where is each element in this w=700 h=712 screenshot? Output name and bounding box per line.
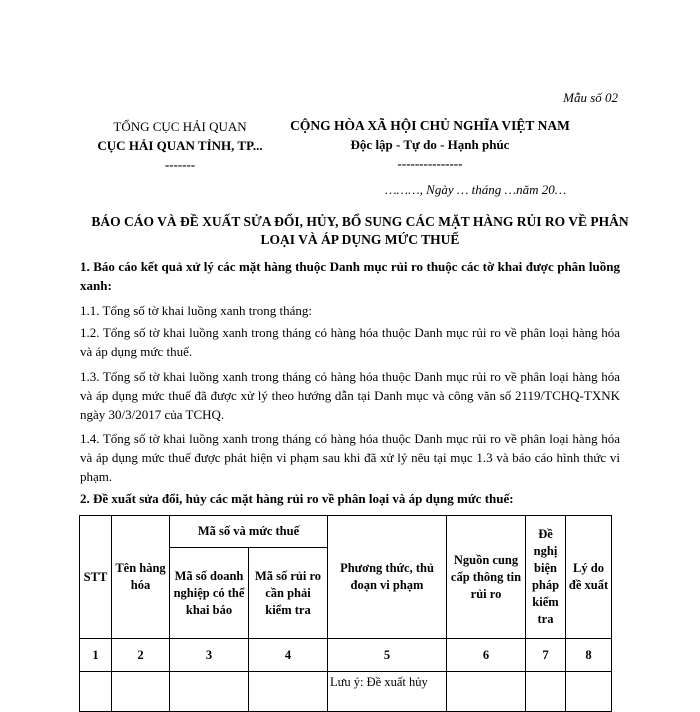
item-1-4: 1.4. Tổng số tờ khai luồng xanh trong tháng có hàng hóa thuộc Danh mục rủi ro về phân loại hàng hóa và áp dụng mức thuế được phát hiện vi phạm sau khi đã xử lý nêu tại mục 1.3 và báo cáo hình thức vi phạm.	[80, 431, 620, 484]
header-code-tax-group: Mã số và mức thuế	[170, 516, 328, 548]
agency-name: CỤC HẢI QUAN TỈNH, TP...	[97, 138, 263, 153]
data-cell	[170, 672, 249, 712]
national-name: CỘNG HÒA XÃ HỘI CHỦ NGHĨA VIỆT NAM	[290, 118, 570, 133]
column-number: 6	[447, 639, 526, 672]
section1-heading: 1. Báo cáo kết quả xử lý các mặt hàng thuộc Danh mục rủi ro thuộc các tờ khai được phân luồng xanh:	[80, 259, 620, 293]
column-number: 8	[566, 639, 612, 672]
national-motto: Độc lập - Tự do - Hạnh phúc	[350, 137, 510, 152]
document-title: BÁO CÁO VÀ ĐỀ XUẤT SỬA ĐỔI, HỦY, BỔ SUNG CÁC MẶT HÀNG RỦI RO VỀ PHÂN LOẠI VÀ ÁP DỤNG MỨC THUẾ	[91, 214, 629, 247]
data-cell	[80, 672, 112, 712]
data-cell	[249, 672, 328, 712]
header-product-name: Tên hàng hóa	[112, 516, 170, 639]
agency-separator: -------	[164, 157, 196, 172]
column-number: 4	[249, 639, 328, 672]
data-cell	[526, 672, 566, 712]
column-number: 2	[112, 639, 170, 672]
date-line: ………, Ngày … tháng …năm 20…	[385, 182, 567, 197]
header-enterprise-code: Mã số doanh nghiệp có thể khai báo	[170, 548, 249, 639]
note-cell: Lưu ý: Đề xuất hủy	[328, 672, 447, 712]
column-number: 7	[526, 639, 566, 672]
column-number: 3	[170, 639, 249, 672]
header-risk-code: Mã số rủi ro cần phải kiểm tra	[249, 548, 328, 639]
header-info-source: Nguồn cung cấp thông tin rủi ro	[447, 516, 526, 639]
header-reason: Lý do đề xuất	[566, 516, 612, 639]
item-1-3: 1.3. Tổng số tờ khai luồng xanh trong tháng có hàng hóa thuộc Danh mục rủi ro về phân loại hàng hóa và áp dụng mức thuế đã được xử lý theo hướng dẫn tại Danh mục và công văn số 2119/TCHQ-TXNK ngày 30/3/2017 của TCHQ.	[80, 369, 620, 422]
header-stt: STT	[80, 516, 112, 639]
agency-parent: TỔNG CỤC HẢI QUAN	[113, 119, 247, 134]
header-violation-method: Phương thức, thủ đoạn vi phạm	[328, 516, 447, 639]
form-number: Mẫu số 02	[563, 90, 618, 105]
national-header	[265, 116, 595, 173]
data-cell	[447, 672, 526, 712]
national-separator: ---------------	[397, 156, 463, 171]
column-number: 1	[80, 639, 112, 672]
item-1-2: 1.2. Tổng số tờ khai luồng xanh trong tháng có hàng hóa thuộc Danh mục rủi ro về phân loại hàng hóa và áp dụng mức thuế.	[80, 325, 620, 359]
agency-header	[60, 117, 300, 174]
section2-heading: 2. Đề xuất sửa đổi, hủy các mặt hàng rủi ro về phân loại và áp dụng mức thuế:	[80, 491, 514, 506]
column-number: 5	[328, 639, 447, 672]
item-1-1: 1.1. Tổng số tờ khai luồng xanh trong tháng:	[80, 303, 312, 318]
header-inspection-measure: Đề nghị biện pháp kiểm tra	[526, 516, 566, 639]
proposal-table	[79, 515, 612, 712]
data-cell	[566, 672, 612, 712]
data-cell	[112, 672, 170, 712]
